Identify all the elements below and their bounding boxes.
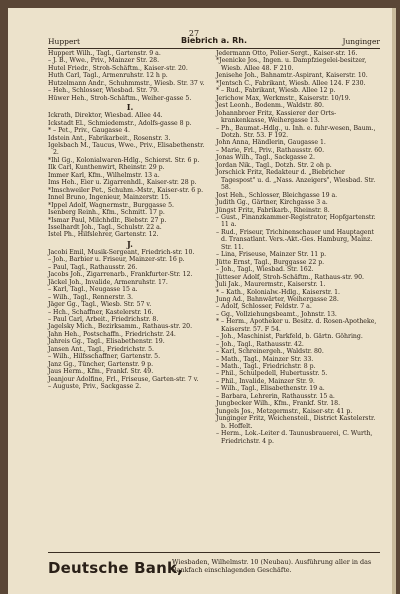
directory-entry: – Hch., Schaffner, Kastelerstr. 16.	[48, 308, 154, 316]
directory-entry: – Marie, Frl., Priv., Rathausstr. 60.	[216, 146, 325, 154]
directory-entry: Jeanjour Adolfine, Frl., Friseuse, Garten-str. 7 v.	[48, 375, 199, 383]
directory-entry: – Math., Tagl., Friedrichstr. 8 p.	[216, 363, 316, 371]
directory-entry: – Paul Carl, Arbeit., Friedrichstr. 8.	[48, 315, 159, 323]
directory-entry: *Ihl Gg., Kolonialwaren-Hdlg., Schierst. Str. 6 p.	[48, 156, 200, 164]
directory-entry: Jacobi Emil, Musik-Sergeant, Friedrich-str. 10.	[48, 248, 195, 256]
directory-entry: Jütte Ernst, Tagl., Burggasse 22 p.	[216, 258, 325, 266]
directory-page	[8, 8, 396, 594]
directory-entry: John Anna, Händlerin, Gaugasse 1.	[216, 139, 326, 147]
directory-entry: Jütteser Adolf, Stroh-Schäftm., Rathaus-str. 90.	[216, 273, 365, 281]
section-heading: J.	[127, 238, 133, 249]
directory-entry: – Joh., Maschinist, Parkfeld, b. Gärtn. Göhring.	[216, 333, 363, 341]
directory-entry: Idstein Ant., Fabrikarbeit., Rosenstr. 3.	[48, 134, 171, 142]
directory-entry: Immer Karl, Kfm., Wilhelmstr. 13 a.	[48, 171, 160, 179]
directory-entry: *Jentsch C., Fabrikant, Wiesb. Allee 124. F 230.	[216, 79, 366, 87]
directory-entry: Jacobs Joh., Zigarrenarb., Frankfurter-Str. 12.	[48, 271, 193, 279]
directory-entry: Johannbroer Fritz, Kassierer der Orts-krankenkasse, Weihergasse 13.	[216, 109, 337, 125]
directory-entry: Jordan Nik., Tagl., Dotzh. Str. 2 oh p.	[216, 161, 332, 169]
directory-entry: Jäckel Joh., Invalide, Armenruhstr. 17.	[48, 278, 168, 286]
directory-entry: – Paul, Tagl., Rathausstr. 26.	[48, 263, 138, 271]
directory-entry: Jost Heh., Schlosser, Bleichgasse 19 a.	[216, 191, 338, 199]
directory-entry: – Gg., Vollziehungsbeamt., Johnstr. 13.	[216, 310, 337, 318]
directory-entry: Hutzelmann Andr., Schuhmmstr., Wiesb. Str. 37 v.	[48, 79, 205, 87]
directory-entry: *Ippel Adolf, Wagnermstr., Burggasse 5.	[48, 201, 174, 209]
directory-entry: Huppert Wilh., Tagl., Gartenstr. 9 a.	[48, 50, 161, 57]
directory-entry: Jonas Wilh., Tagl., Sackgasse 2.	[216, 154, 315, 162]
directory-entry: Janz Gg., Tüncher, Gartenstr. 9 p.	[48, 360, 154, 368]
directory-entry: – Phil., Schulpedell, Hubertusstr. 5.	[216, 370, 328, 378]
directory-entry: Istel Ph., Hilfslehrer, Gartenstr. 12.	[48, 231, 159, 239]
directory-entry: * – Kath., Kolonialw.-Hdlg., Kaiserstr. 1.	[216, 288, 340, 296]
directory-entry: Hüwer Heh., Stroh-Schäftm., Weiher-gasse 5.	[48, 94, 192, 102]
directory-entry: – Math., Tagl., Mainzer Str. 33.	[216, 355, 314, 363]
directory-entry: Jansen Ant., Tagl., Friedrichstr. 5.	[48, 345, 154, 353]
directory-entry: Ilk Carl, Kunthenwirt, Rheinstr. 29 p.	[48, 164, 165, 172]
directory-entry: Ickrath, Direktor, Wiesbad. Allee 44.	[48, 112, 163, 120]
directory-entry: Jagelsky Mich., Bezirksamm., Rathaus-str. 20.	[48, 323, 193, 331]
page-edge	[392, 8, 396, 594]
directory-entry: Isenberg Reinh., Kfm., Schmitt. 17 p.	[48, 209, 165, 217]
directory-entry: Innel Bruno, Ingenieur, Mainzerstr. 15.	[48, 194, 171, 202]
directory-entry: Isselhardt Joh., Tagl., Schulstr. 22 a.	[48, 223, 162, 231]
bank-advertisement	[48, 552, 380, 581]
directory-entry: – Herm., Lok.-Leiter d. Taunusbrauerei, C. Wurth, Friedrichstr. 4 p.	[216, 430, 373, 445]
directory-entry: Jahn Heh., Postschaffn., Friedrichstr. 24.	[48, 330, 176, 338]
directory-entry: Jäger Gg., Tagl., Wiesb. Str. 57 v.	[48, 301, 152, 309]
section-heading: I.	[126, 102, 134, 113]
directory-entry: * – Rud., Fabrikant, Wiesb. Allee 12 p.	[216, 87, 336, 95]
directory-entry: Hutel Friedr., Stroh-Schäftm., Kaiser-str. 20.	[48, 64, 188, 72]
directory-entry: – Phil., Invalide, Mainzer Str. 9.	[216, 377, 315, 385]
directory-entry: – Barbara, Lehrerin, Rathausstr. 15 a.	[216, 392, 335, 400]
directory-entry: – J. B., Wwe., Priv., Mainzer Str. 28.	[48, 57, 160, 65]
directory-entry: *Jeenicke Jos., Ingen. u. Dampfziegelei-besitzer, Wiesb. Allee 48. F 210.	[216, 57, 367, 72]
directory-entry: Ims Heh., Eier u. Zigarrenhdl., Kaiser-str. 28 p.	[48, 179, 197, 187]
directory-entry: – Lina, Friseuse, Mainzer Str. 11 p.	[216, 251, 327, 259]
directory-entry: * – Herm., Apotheker u. Besitz. d. Rosen-Apotheke, Kaiserstr. 57. F 54.	[216, 318, 377, 333]
header-title: Biebrich a. Rh.	[180, 36, 248, 45]
directory-entry: – Karl, Tagl., Neugasse 15 a.	[48, 286, 138, 294]
right-column	[216, 50, 380, 445]
directory-entry: Jüngst Fritz, Fabrikarb., Rheinstr. 8.	[216, 206, 330, 214]
header-last-entry: Junginger	[342, 37, 380, 46]
directory-entry: – Ph., Baumat.-Hdlg., u. Inh. e. fuhr-wesen, Baum., Dotzh. Str. 53. F 192.	[216, 124, 376, 139]
directory-entry: Ickstadt El., Schmiedemstr., Adolfs-gasse 8 p.	[48, 119, 192, 127]
directory-entry: Jerichow Max, Werkmstr., Kaiserstr. 10/19.	[216, 94, 351, 102]
directory-entry: Jungels Jos., Metzgermstr., Kaiser-str. 41 p.	[216, 407, 353, 415]
directory-entry: – Joh., Tagl., Rathausstr. 42.	[216, 340, 304, 348]
directory-entry: Jungbecker Wilh., Kfm., Frankf. Str. 18.	[216, 400, 341, 408]
page-number: 27	[188, 29, 200, 38]
directory-entry: – Adolf, Schlosser, Feldstr. 7 a.	[216, 303, 312, 311]
directory-entry: Jaus Herm., Kfm., Frankf. Str. 49.	[48, 368, 154, 376]
directory-entry: – Wilh., Tagl., Elisabethenstr. 19 a.	[216, 385, 325, 393]
directory-entry: *Imschweiler Pet., Schuhm.-Mstr., Kaiser-str. 6 p.	[48, 186, 204, 194]
left-column	[48, 50, 212, 390]
directory-entry: Judith Gg., Gärtner, Kirchgasse 3 a.	[216, 199, 328, 207]
directory-entry: * – Pet., Priv., Gaugasse 4.	[48, 127, 130, 135]
header-rule	[48, 48, 380, 49]
directory-entry: Junginger Fritz, Weichensteil., District Kastelerstr. b. Hoffelt.	[216, 415, 376, 430]
directory-entry: Jest Leonh., Bodenm., Waldstr. 80.	[216, 102, 324, 110]
directory-entry: – Joh., Tagl., Wiesbad. Str. 162.	[216, 266, 314, 274]
directory-entry: *Ismar Paul, Milchhdlr., Biebstr. 27 p.	[48, 216, 167, 224]
directory-entry: Jorschick Fritz, Redakteur d. „Biebricher Tagespost" u. d. „Nass. Anzeigers", Wiesbad. Str. 58.	[216, 169, 376, 192]
directory-entry: Huth Carl, Tagl., Armenruhstr. 12 h p.	[48, 72, 168, 80]
directory-entry: – Karl, Schreinergeh., Waldstr. 80.	[216, 348, 324, 356]
directory-entry: Jung Ad., Bahnwärter, Weihergasse 28.	[216, 295, 339, 303]
advert-text: Wiesbaden, Wilhelmstr. 10 (Neubau). Ausführung aller in das Bankfach einschlagenden Geschäfte.	[172, 558, 372, 574]
directory-entry: – Heh., Schlosser, Wiesbad. Str. 79.	[48, 87, 160, 95]
directory-entry: – Wilh., Tagl., Rennerstr. 3.	[48, 293, 134, 301]
directory-entry: Jedermann Otto, Polier-Sergt., Kaiser-str. 16.	[216, 50, 358, 57]
header-first-entry: Huppert	[48, 37, 81, 46]
directory-entry: – Gust., Finanzkammer-Registrator, Hopfgartenstr. 11 a.	[216, 213, 376, 229]
directory-entry: – Auguste, Priv., Sackgasse 2.	[48, 383, 142, 391]
directory-entry: Juli Jak., Maurermstr., Kaiserstr. 1.	[216, 281, 326, 289]
directory-entry: – Rud., Friseur, Trichinenschauer und Hauptagent d. Transatlant. Vers.-Akt.-Ges. Hamburg, Mainz. Str. 11.	[216, 228, 375, 251]
directory-entry: Jahreis Gg., Tagl., Elisabethenstr. 19.	[48, 338, 165, 346]
directory-entry: Jenisehe Joh., Bahnamtr.-Aspirant, Kaiserstr. 10.	[216, 72, 368, 80]
directory-entry: – Wilh., Hilfsschaffner, Gartenstr. 5.	[48, 353, 161, 361]
directory-entry: Igelsbach M., Taucus, Wwe., Priv., Elisabethenstr. 2.	[48, 141, 205, 157]
running-header	[48, 37, 380, 47]
directory-entry: – Joh., Barbier u. Friseur, Mainzer-str. 16 p.	[48, 256, 185, 264]
advert-bank-name: Deutsche Bank,	[48, 559, 184, 577]
